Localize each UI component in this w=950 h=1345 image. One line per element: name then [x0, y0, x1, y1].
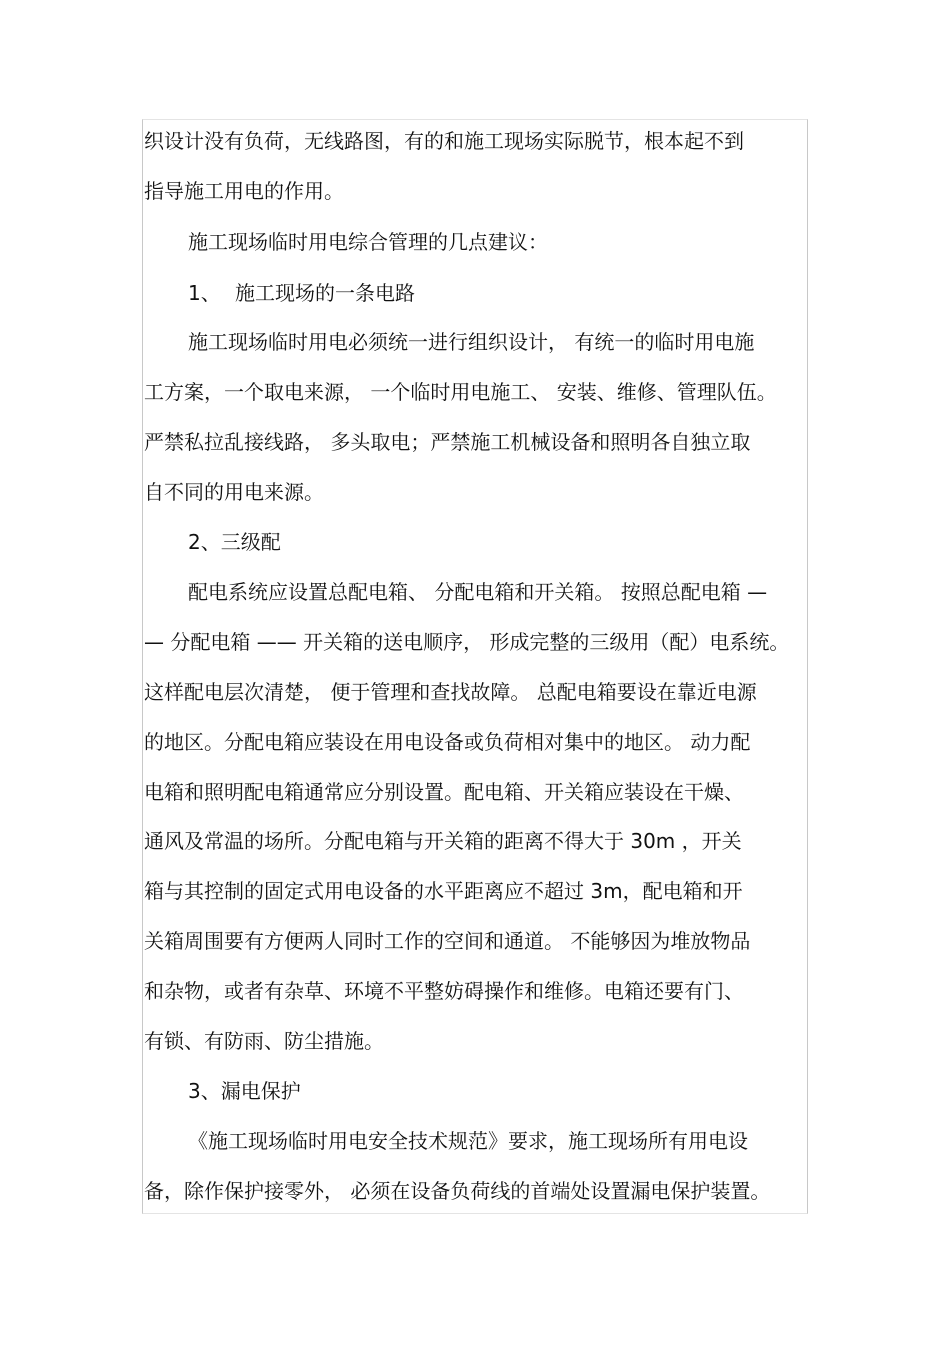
text-line: 备，除作保护接零外， 必须在设备负荷线的首端处设置漏电保护装置。 [144, 1179, 771, 1203]
section-heading: 3、漏电保护 [188, 1079, 301, 1103]
text-line: 箱与其控制的固定式用电设备的水平距离应不超过 3m，配电箱和开 [144, 879, 743, 903]
section-heading: 2、三级配 [188, 530, 281, 554]
text-line: 指导施工用电的作用。 [144, 179, 344, 203]
text-line: — 分配电箱 —— 开关箱的送电顺序， 形成完整的三级用（配）电系统。 [144, 630, 790, 654]
text-line: 这样配电层次清楚， 便于管理和查找故障。 总配电箱要设在靠近电源 [144, 680, 757, 704]
text-line: 配电系统应设置总配电箱、 分配电箱和开关箱。 按照总配电箱 — [188, 580, 768, 604]
text-line: 和杂物，或者有杂草、环境不平整妨碍操作和维修。电箱还要有门、 [144, 979, 744, 1003]
section-intro: 施工现场临时用电综合管理的几点建议： [188, 230, 548, 254]
text-line: 《施工现场临时用电安全技术规范》要求，施工现场所有用电设 [188, 1129, 748, 1153]
text-line: 有锁、有防雨、防尘措施。 [144, 1029, 384, 1053]
text-line: 工方案，一个取电来源， 一个临时用电施工、 安装、维修、管理队伍。 [144, 380, 777, 404]
text-line: 织设计没有负荷，无线路图，有的和施工现场实际脱节，根本起不到 [144, 129, 744, 153]
text-line: 施工现场临时用电必须统一进行组织设计， 有统一的临时用电施 [188, 330, 755, 354]
text-line: 关箱周围要有方便两人同时工作的空间和通道。 不能够因为堆放物品 [144, 929, 751, 953]
text-line: 严禁私拉乱接线路， 多头取电；严禁施工机械设备和照明各自独立取 [144, 430, 751, 454]
section-title: 施工现场的一条电路 [235, 281, 415, 305]
text-line: 的地区。分配电箱应装设在用电设备或负荷相对集中的地区。 动力配 [144, 730, 751, 754]
text-line: 自不同的用电来源。 [144, 480, 324, 504]
text-line: 通风及常温的场所。分配电箱与开关箱的距离不得大于 30m ，开关 [144, 829, 742, 853]
section-number: 1、 [188, 281, 221, 305]
text-line: 电箱和照明配电箱通常应分别设置。配电箱、开关箱应装设在干燥、 [144, 780, 744, 804]
section-heading [188, 281, 850, 305]
